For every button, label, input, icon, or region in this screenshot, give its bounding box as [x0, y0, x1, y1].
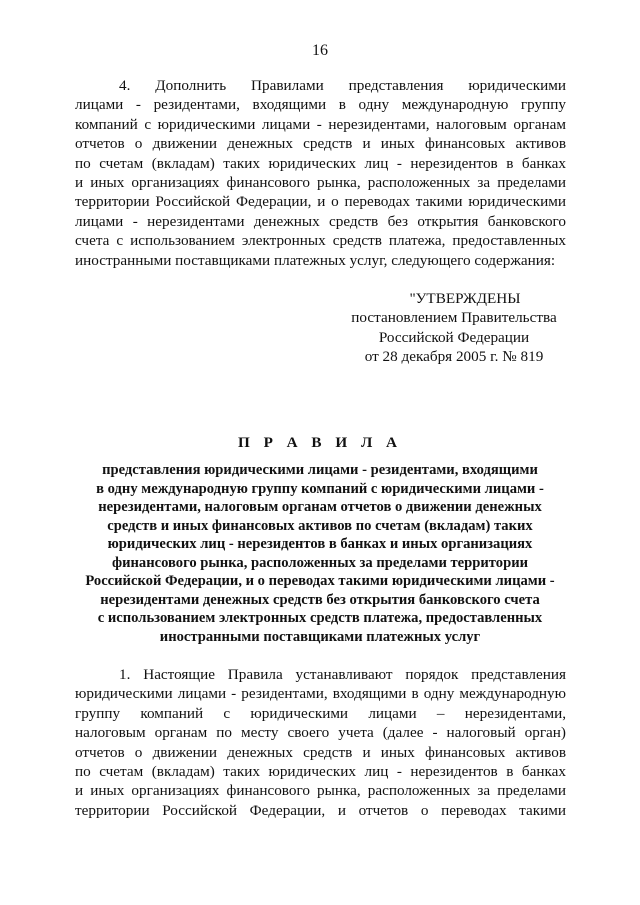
title-line: с использованием электронных средств платежа, предоставленных — [97, 610, 543, 626]
paragraph-line: и иных организациях финансового рынка, расположенных за пределами — [75, 782, 566, 800]
paragraph-line: юридическими лицами - резидентами, входящими в одну международную — [75, 685, 566, 703]
paragraph-line: и иных организациях финансового рынка, расположенных за пределами — [75, 174, 566, 192]
paragraph-line: 4. Дополнить Правилами представления юридическими — [119, 77, 566, 94]
paragraph-line: отчетов о движении денежных средств и иных финансовых активов — [75, 743, 566, 761]
title-line: финансового рынка, расположенных за пределами территории — [111, 554, 529, 571]
page-number: 16 — [312, 42, 328, 59]
amendment-paragraph — [75, 76, 566, 270]
title-line: нерезидентами, налоговым органам отчетов о движении денежных — [98, 499, 542, 515]
paragraph-line: территории Российской Федерации, и о переводах такими юридическими — [75, 193, 566, 211]
paragraph-line: по счетам (вкладам) таких юридических лиц - нерезидентов в банках — [75, 154, 566, 172]
approval-date: от 28 декабря 2005 г. № 819 — [364, 348, 544, 366]
approval-line: Российской Федерации — [378, 328, 530, 346]
title-line: представления юридическими лицами - резидентами, входящими — [102, 462, 538, 478]
paragraph-line: компаний с юридическими лицами - нерезидентами, налоговым органам — [75, 115, 566, 133]
approval-title: "УТВЕРЖДЕНЫ — [409, 290, 521, 307]
paragraph-line: группу компаний с юридическими лицами – нерезидентами, — [75, 704, 566, 722]
paragraph-line: отчетов о движении денежных средств и иных финансовых активов — [75, 135, 566, 153]
paragraph-line: лицами - резидентами, входящими в одну международную группу — [75, 96, 566, 114]
approval-line: постановлением Правительства — [351, 309, 557, 327]
approval-stamp — [320, 289, 588, 367]
title-line: в одну международную группу компаний с юридическими лицами - — [96, 480, 544, 497]
title-line: юридических лиц - нерезидентов в банках и иных организациях — [107, 536, 533, 552]
title-line: средств и иных финансовых активов по счетам (вкладам) таких — [107, 517, 533, 534]
paragraph-line: территории Российской Федерации, и отчетов о переводах такими — [75, 801, 566, 819]
title-line: иностранными поставщиками платежных услуг — [159, 628, 481, 645]
title-line: нерезидентами денежных средств без открытия банковского счета — [100, 591, 540, 608]
paragraph-line: счета с использованием электронных средств платежа, предоставленных — [75, 232, 566, 250]
paragraph-line: по счетам (вкладам) таких юридических лиц - нерезидентов в банках — [75, 763, 566, 781]
rules-heading: П Р А В И Л А — [237, 434, 403, 451]
title-line: Российской Федерации, и о переводах такими юридическими лицами - — [85, 573, 555, 589]
paragraph-line: 1. Настоящие Правила устанавливают порядок представления — [119, 666, 566, 683]
rules-title — [60, 461, 580, 646]
paragraph-line: иностранными поставщиками платежных услуг, следующего содержания: — [75, 251, 556, 269]
point-one-paragraph — [75, 665, 566, 820]
paragraph-line: лицами - нерезидентами денежных средств без открытия банковского — [75, 212, 566, 230]
paragraph-line: налоговым органам по месту своего учета (далее - налоговый орган) — [75, 724, 566, 742]
